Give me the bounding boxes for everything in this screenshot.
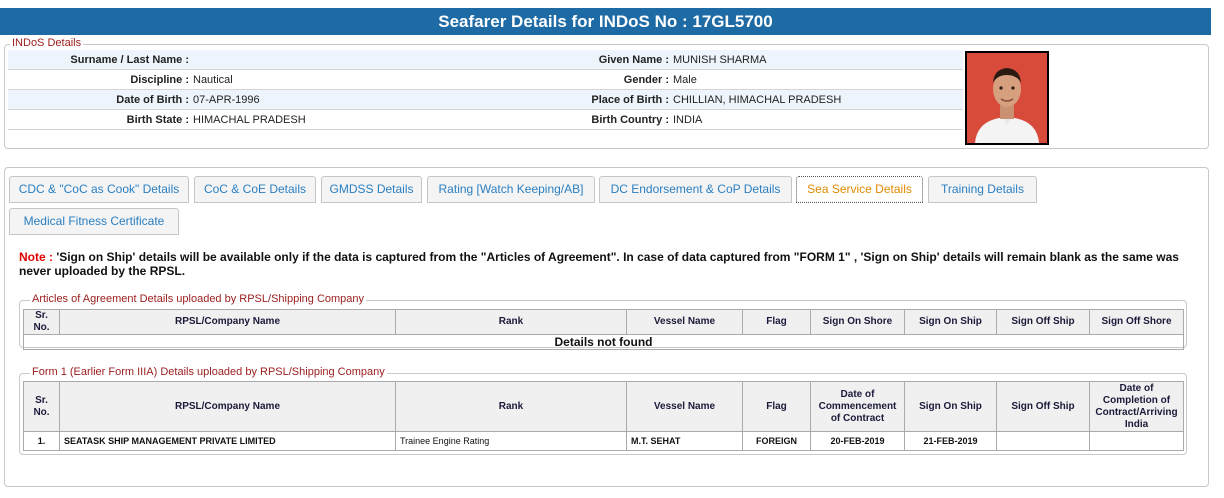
discipline-label: Discipline : bbox=[130, 73, 189, 86]
cell-flag: FOREIGN bbox=[743, 432, 811, 451]
indos-details-table bbox=[8, 50, 963, 130]
form1-legend: Form 1 (Earlier Form IIIA) Details uploaded by RPSL/Shipping Company bbox=[32, 366, 385, 378]
birth-state-label: Birth State : bbox=[126, 113, 189, 126]
table-row bbox=[24, 432, 1184, 451]
place-of-birth-label: Place of Birth : bbox=[591, 93, 669, 106]
page-title: Seafarer Details for INDoS No : 17GL5700 bbox=[0, 8, 1211, 35]
indos-row bbox=[8, 50, 963, 70]
cell-sr-no: 1. bbox=[24, 432, 60, 451]
tab-training[interactable]: Training Details bbox=[928, 176, 1037, 203]
col-flag: Flag bbox=[743, 382, 811, 432]
indos-row bbox=[8, 70, 963, 90]
tab-coc-coe[interactable]: CoC & CoE Details bbox=[194, 176, 316, 203]
given-name-label: Given Name : bbox=[598, 53, 669, 66]
tab-dc-endorsement-cop[interactable]: DC Endorsement & CoP Details bbox=[599, 176, 792, 203]
col-sr-no: Sr. No. bbox=[24, 382, 60, 432]
form1-header-row bbox=[24, 382, 1184, 432]
col-sign-off-ship: Sign Off Ship bbox=[997, 310, 1090, 335]
portrait-icon bbox=[967, 53, 1047, 143]
col-sign-on-ship: Sign On Ship bbox=[905, 382, 997, 432]
articles-table bbox=[23, 309, 1184, 350]
col-company-name: RPSL/Company Name bbox=[60, 310, 396, 335]
col-completion-date: Date of Completion of Contract/Arriving India bbox=[1090, 382, 1184, 432]
col-rank: Rank bbox=[396, 310, 627, 335]
articles-legend: Articles of Agreement Details uploaded by RPSL/Shipping Company bbox=[32, 293, 365, 305]
tab-cdc-coc-cook[interactable]: CDC & "CoC as Cook" Details bbox=[9, 176, 189, 203]
birth-state-value: HIMACHAL PRADESH bbox=[193, 113, 306, 126]
col-vessel-name: Vessel Name bbox=[627, 382, 743, 432]
col-commencement-date: Date of Commencement of Contract bbox=[811, 382, 905, 432]
cell-completion-date bbox=[1090, 432, 1184, 451]
note-text: 'Sign on Ship' details will be available only if the data is captured from the "Articles of Agreement". In case of data captured from "FORM 1" , 'Sign on Ship' details will remain blank as the same was never uploaded by the RPSL. bbox=[19, 250, 1179, 278]
col-rank: Rank bbox=[396, 382, 627, 432]
tab-sea-service[interactable]: Sea Service Details bbox=[796, 176, 923, 203]
cell-rank: Trainee Engine Rating bbox=[396, 432, 627, 451]
indos-details-legend: INDoS Details bbox=[12, 37, 82, 49]
col-company-name: RPSL/Company Name bbox=[60, 382, 396, 432]
cell-commencement-date: 20-FEB-2019 bbox=[811, 432, 905, 451]
cell-vessel-name: M.T. SEHAT bbox=[627, 432, 743, 451]
gender-value: Male bbox=[673, 73, 697, 86]
articles-header-row bbox=[24, 310, 1184, 335]
col-sign-on-shore: Sign On Shore bbox=[811, 310, 905, 335]
place-of-birth-value: CHILLIAN, HIMACHAL PRADESH bbox=[673, 93, 842, 106]
col-flag: Flag bbox=[743, 310, 811, 335]
indos-row bbox=[8, 110, 963, 130]
cell-company-name: SEATASK SHIP MANAGEMENT PRIVATE LIMITED bbox=[60, 432, 396, 451]
gender-label: Gender : bbox=[623, 73, 669, 86]
cell-sign-off-ship bbox=[997, 432, 1090, 451]
note-label: Note : bbox=[19, 250, 53, 264]
tab-medical-fitness[interactable]: Medical Fitness Certificate bbox=[9, 208, 179, 235]
col-sr-no: Sr. No. bbox=[24, 310, 60, 335]
cell-sign-on-ship: 21-FEB-2019 bbox=[905, 432, 997, 451]
col-sign-on-ship: Sign On Ship bbox=[905, 310, 997, 335]
col-vessel-name: Vessel Name bbox=[627, 310, 743, 335]
birth-country-label: Birth Country : bbox=[591, 113, 669, 126]
tab-rating-watch-keeping[interactable]: Rating [Watch Keeping/AB] bbox=[427, 176, 595, 203]
details-not-found: Details not found bbox=[24, 335, 1184, 350]
surname-label: Surname / Last Name : bbox=[70, 53, 189, 66]
form1-table bbox=[23, 381, 1184, 451]
sign-on-ship-note bbox=[19, 250, 1199, 278]
col-sign-off-ship: Sign Off Ship bbox=[997, 382, 1090, 432]
tab-gmdss[interactable]: GMDSS Details bbox=[321, 176, 422, 203]
indos-row bbox=[8, 90, 963, 110]
discipline-value: Nautical bbox=[193, 73, 233, 86]
col-sign-off-shore: Sign Off Shore bbox=[1090, 310, 1184, 335]
birth-country-value: INDIA bbox=[673, 113, 703, 126]
dob-value: 07-APR-1996 bbox=[193, 93, 260, 106]
table-row bbox=[24, 335, 1184, 350]
seafarer-photo bbox=[965, 51, 1049, 145]
given-name-value: MUNISH SHARMA bbox=[673, 53, 767, 66]
dob-label: Date of Birth : bbox=[116, 93, 189, 106]
